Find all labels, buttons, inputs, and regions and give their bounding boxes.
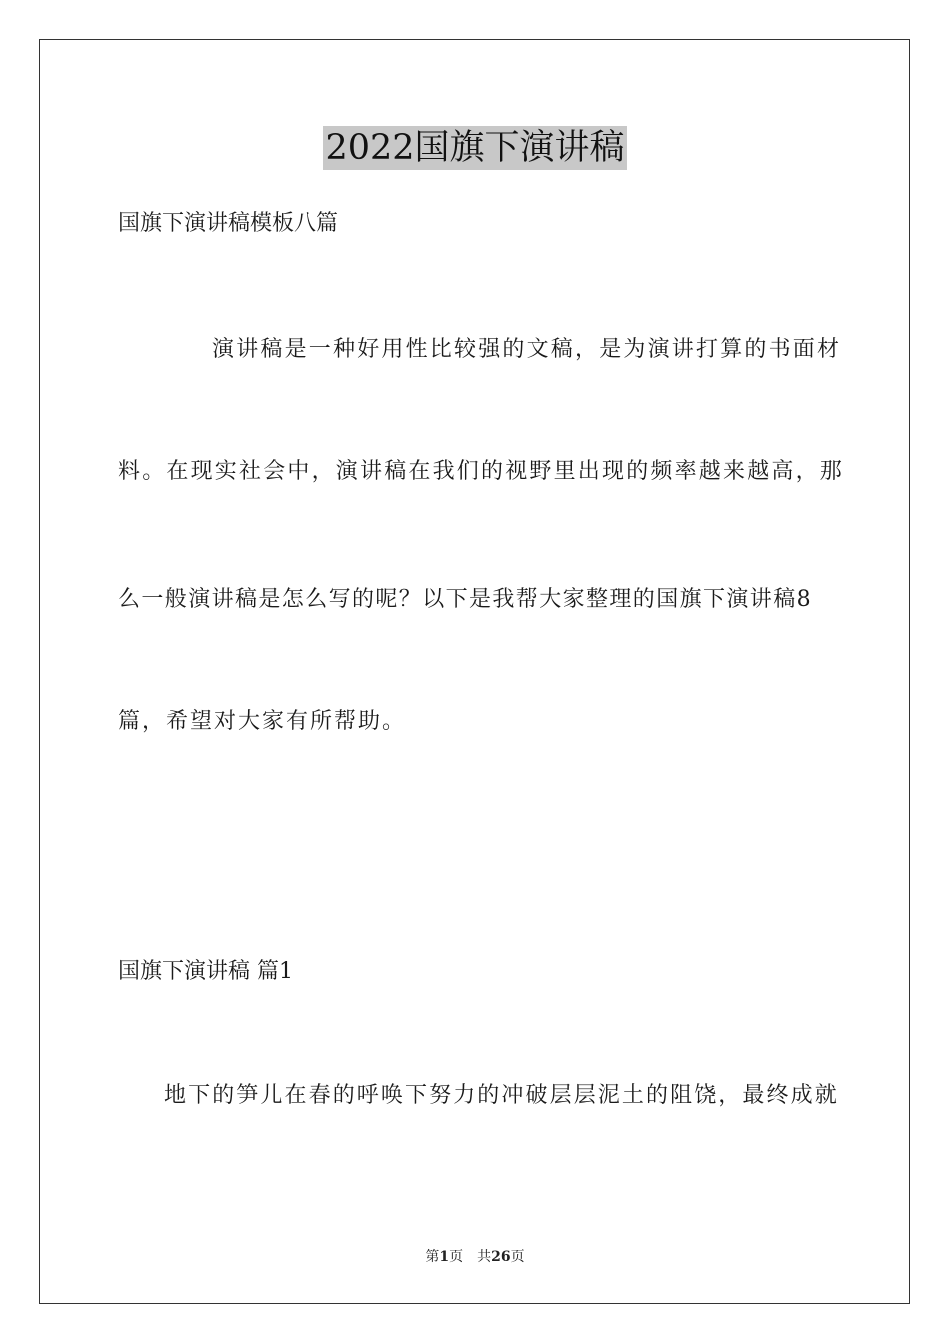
footer-total-pages: 26 [491,1249,511,1265]
document-title: 2022国旗下演讲稿 [325,128,625,168]
document-subtitle: 国旗下演讲稿模板八篇 [118,211,339,236]
section-heading: 国旗下演讲稿 篇1 [118,959,293,984]
intro-line-2: 料。在现实社会中，演讲稿在我们的视野里出现的频率越来越高，那 [118,459,845,484]
intro-line-3: 么一般演讲稿是怎么写的呢？以下是我帮大家整理的国旗下演讲稿8 [118,587,812,612]
footer-page-number: 1 [439,1249,450,1265]
page-footer [0,1248,950,1266]
intro-line-1: 演讲稿是一种好用性比较强的文稿，是为演讲打算的书面材 [212,337,842,362]
section-body-line-1: 地下的笋儿在春的呼唤下努力的冲破层层泥土的阻饶，最终成就 [164,1083,839,1108]
intro-line-4: 篇，希望对大家有所帮助。 [118,709,407,734]
footer-total-prefix: 共 [477,1249,492,1265]
footer-page-prefix: 第 [425,1249,440,1265]
title-wrapper [0,126,950,170]
footer-page-suffix: 页 [449,1249,464,1265]
footer-total-suffix: 页 [510,1249,525,1265]
